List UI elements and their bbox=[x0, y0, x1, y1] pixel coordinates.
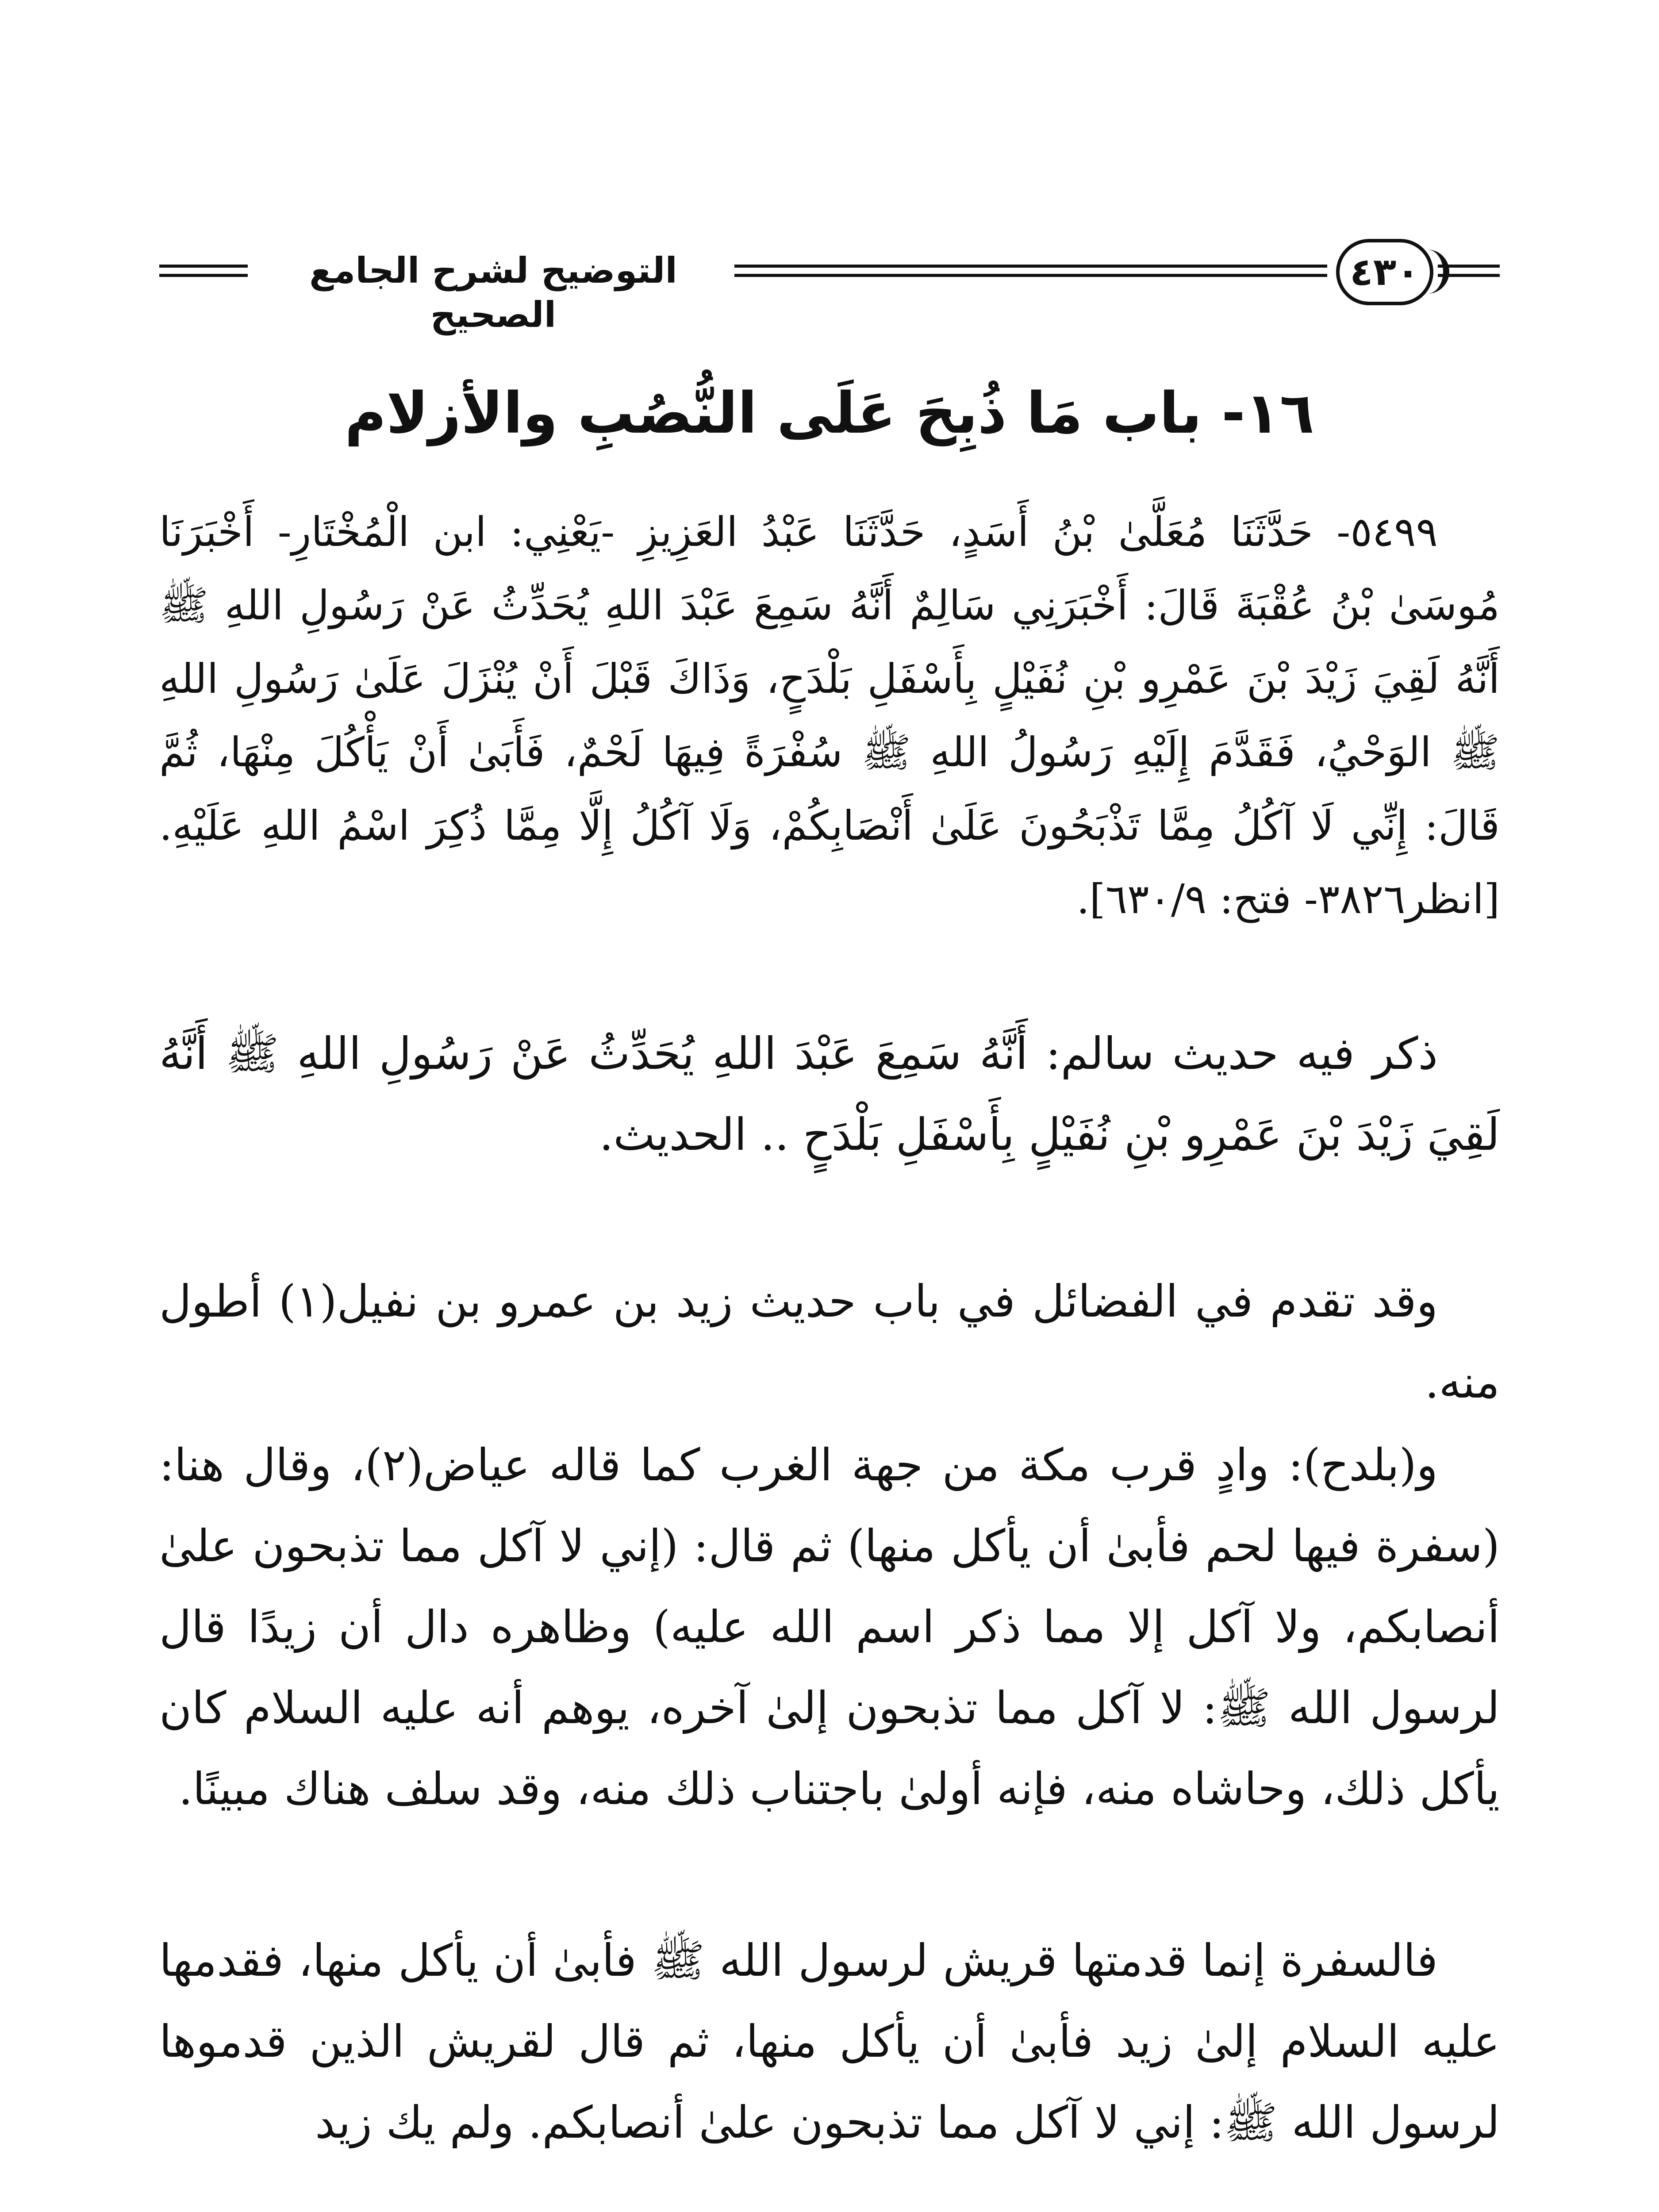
header-rule-left bbox=[159, 265, 248, 277]
page-number: ٤٣٠ bbox=[1336, 239, 1433, 305]
header-rule-right bbox=[1438, 265, 1500, 277]
hadith-paragraph: ٥٤٩٩- حَدَّثَنَا مُعَلَّىٰ بْنُ أَسَدٍ، حَدَّثَنَا عَبْدُ العَزِيزِ -يَعْنِي: ابن الْمُخْتَارِ- أَخْبَرَنَا مُوسَىٰ بْنُ عُقْبَةَ قَالَ: أَخْبَرَنِي سَالِمٌ أَنَّهُ سَمِعَ عَبْدَ اللهِ يُحَدِّثُ عَنْ رَسُولِ اللهِ ﷺ أَنَّهُ لَقِيَ زَيْدَ بْنَ عَمْرِو بْنِ نُفَيْلٍ بِأَسْفَلِ بَلْدَحٍ، وَذَاكَ قَبْلَ أَنْ يُنْزَلَ عَلَىٰ رَسُولِ اللهِ ﷺ الوَحْيُ، فَقَدَّمَ إِلَيْهِ رَسُولُ اللهِ ﷺ سُفْرَةً فِيهَا لَحْمٌ، فَأَبَىٰ أَنْ يَأْكُلَ مِنْهَا، ثُمَّ قَالَ: إِنِّي لَا آكُلُ مِمَّا تَذْبَحُونَ عَلَىٰ أَنْصَابِكُمْ، وَلَا آكُلُ إِلَّا مِمَّا ذُكِرَ اسْمُ اللهِ عَلَيْهِ. [انظر٣٨٢٦- فتح: ٦٣٠/٩]. bbox=[159, 508, 1500, 923]
commentary-text: ذكر فيه حديث سالم: أَنَّهُ سَمِعَ عَبْدَ اللهِ يُحَدِّثُ عَنْ رَسُولِ اللهِ ﷺ أَنَّهُ لَقِيَ زَيْدَ بْنَ عَمْرِو بْنِ نُفَيْلٍ بِأَسْفَلِ بَلْدَحٍ .. الحديث. bbox=[159, 1028, 1500, 1160]
book-title: التوضيح لشرح الجامع الصحيح bbox=[309, 250, 677, 335]
commentary-paragraph-1 bbox=[159, 1013, 1500, 1175]
page-header bbox=[159, 239, 1500, 335]
commentary-text: وقد تقدم في الفضائل في باب حديث زيد بن عمرو بن نفيل(١) أطول منه. bbox=[159, 1275, 1500, 1408]
commentary-paragraph-3 bbox=[159, 1425, 1500, 1829]
commentary-text: فالسفرة إنما قدمتها قريش لرسول الله ﷺ فأبىٰ أن يأكل منها، فقدمها عليه السلام إلىٰ زيد فأبىٰ أن يأكل منها، ثم قال لقريش الذين قدموها لرسول الله ﷺ: إني لا آكل مما تذبحون علىٰ أنصابكم. ولم يك زيد bbox=[159, 1935, 1500, 2148]
hadith-text bbox=[159, 495, 1500, 936]
commentary-paragraph-4 bbox=[159, 1920, 1500, 2163]
commentary-text: و(بلدح): وادٍ قرب مكة من جهة الغرب كما قاله عياض(٢)، وقال هنا: (سفرة فيها لحم فأبىٰ أن يأكل منها) ثم قال: (إني لا آكل مما تذبحون علىٰ أنصابكم، ولا آكل إلا مما ذكر اسم الله عليه) وظاهره دال أن زيدًا قال لرسول الله ﷺ: لا آكل مما تذبحون إلىٰ آخره، يوهم أنه عليه السلام كان يأكل ذلك، وحاشاه منه، فإنه أولىٰ باجتناب ذلك منه، وقد سلف هناك مبينًا. bbox=[159, 1439, 1500, 1815]
chapter-heading: ١٦- باب مَا ذُبِحَ عَلَى النُّصُبِ والأزلام bbox=[345, 380, 1314, 446]
header-rule-middle bbox=[734, 265, 1327, 277]
commentary-paragraph-2 bbox=[159, 1261, 1500, 1423]
